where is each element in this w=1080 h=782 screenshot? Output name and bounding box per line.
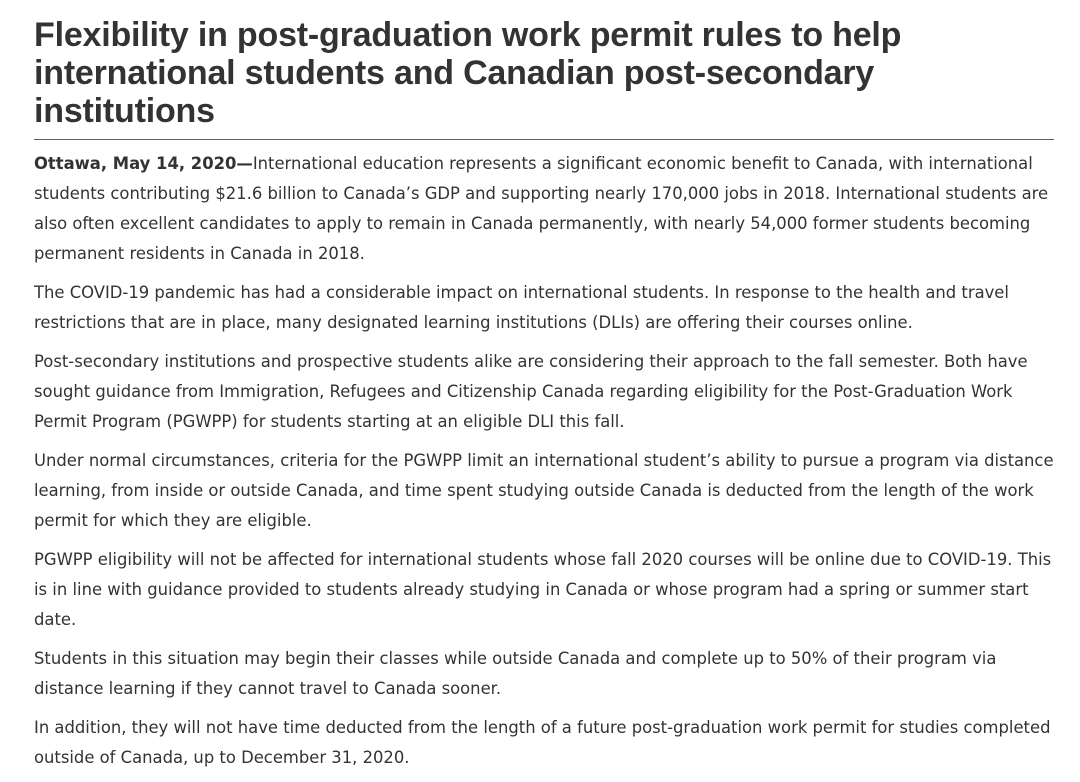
news-article xyxy=(34,16,1054,782)
paragraph-6: Students in this situation may begin their classes while outside Canada and complete up to 50% of their program via distance learning if they cannot travel to Canada sooner. xyxy=(34,649,997,698)
paragraph-5: PGWPP eligibility will not be affected for international students whose fall 2020 courses will be online due to COVID-19. This is in line with guidance provided to students already studying in Canada or whose program had a spring or summer start date. xyxy=(34,550,1052,629)
title-divider xyxy=(34,139,1054,140)
paragraph-7: In addition, they will not have time deducted from the length of a future post-graduation work permit for studies completed outside of Canada, up to December 31, 2020. xyxy=(34,718,1051,767)
title-line-2: international students and Canadian post-secondary institutions xyxy=(34,54,875,130)
page-title xyxy=(34,16,1054,130)
dateline: Ottawa, May 14, 2020— xyxy=(34,154,253,173)
paragraph-1-text: International education represents a significant economic benefit to Canada, with international students contributing $21.6 billion to Canada’s GDP and supporting nearly 170,000 jobs in 2018. International students are also often excellent candidates to apply to remain in Canada permanently, with nearly 54,000 former students becoming permanent residents in Canada in 2018. xyxy=(34,154,1049,263)
paragraph-1 xyxy=(34,149,1054,269)
paragraph-3: Post-secondary institutions and prospective students alike are considering their approach to the fall semester. Both have sought guidance from Immigration, Refugees and Citizenship Canada regarding eligibility for the Post-Graduation Work Permit Program (PGWPP) for students starting at an eligible DLI this fall. xyxy=(34,352,1028,431)
title-line-1: Flexibility in post-graduation work permit rules to help xyxy=(34,16,902,54)
paragraph-4: Under normal circumstances, criteria for the PGWPP limit an international student’s ability to pursue a program via distance learning, from inside or outside Canada, and time spent studying outside Canada is deducted from the length of the work permit for which they are eligible. xyxy=(34,451,1054,530)
paragraph-2: The COVID-19 pandemic has had a considerable impact on international students. In response to the health and travel restrictions that are in place, many designated learning institutions (DLIs) are offering their courses online. xyxy=(34,283,1009,332)
